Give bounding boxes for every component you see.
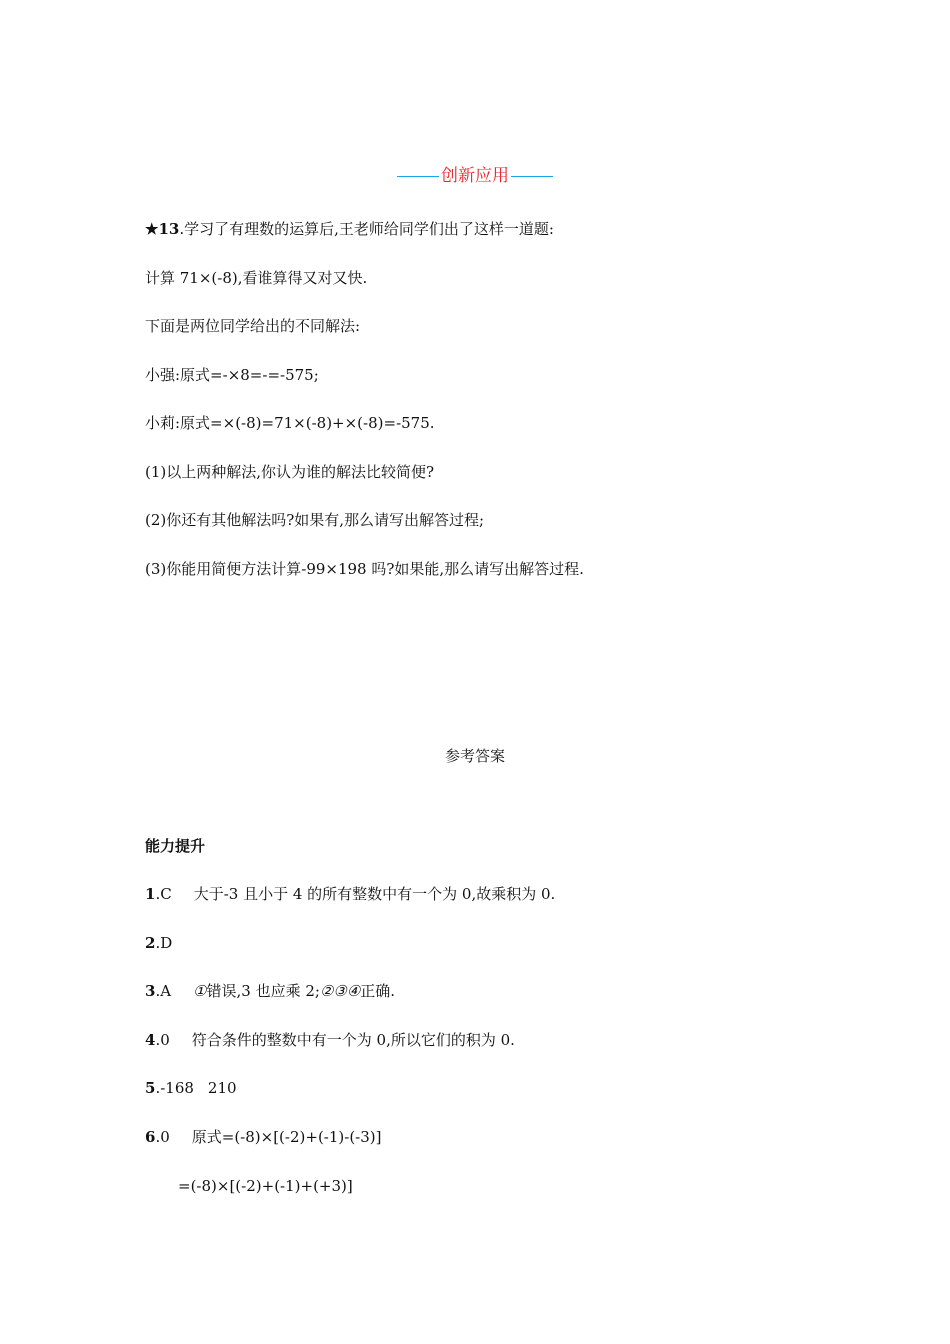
answers-title: 参考答案 [444, 747, 505, 765]
question-1: (1)以上两种解法,你认为谁的解法比较简便? [145, 463, 435, 481]
answer-number: 6 [145, 1128, 156, 1146]
answer-letter: .0 [155, 1128, 170, 1146]
answers-subsection: 能力提升 [145, 837, 206, 855]
answer-text: 正确. [360, 982, 396, 1000]
answer-item [145, 1078, 237, 1098]
section-title-text: 创新应用 [441, 166, 509, 186]
answer-letter: .A [155, 982, 172, 1000]
answer-text: 错误,3 也应乘 2; [206, 982, 320, 1000]
answer-text: 210 [207, 1079, 237, 1097]
question-3: (3)你能用简便方法计算-99×198 吗?如果能,那么请写出解答过程. [145, 560, 584, 578]
answer-item [145, 884, 555, 904]
problem-13-intro [145, 219, 554, 239]
answer-letter: .C [155, 885, 172, 903]
answer-item [145, 933, 172, 953]
circled-number: ① [193, 982, 207, 1000]
problem-task: 计算 71×(-8),看谁算得又对又快. [145, 269, 368, 287]
title-rule-left [397, 176, 439, 177]
problem-intro-text: .学习了有理数的运算后,王老师给同学们出了这样一道题: [179, 220, 554, 238]
answer-item [145, 1030, 515, 1050]
answer-number: 5 [145, 1079, 156, 1097]
answer-number: 1 [145, 885, 156, 903]
answer-continuation: =(-8)×[(-2)+(-1)+(+3)] [178, 1177, 353, 1195]
title-rule-right [511, 176, 553, 177]
question-2: (2)你还有其他解法吗?如果有,那么请写出解答过程; [145, 511, 485, 529]
answer-item [145, 981, 395, 1001]
xiaoqiang-solution: 小强:原式=-×8=-=-575; [145, 366, 319, 384]
answer-number: 3 [145, 982, 156, 1000]
xiaoli-solution: 小莉:原式=×(-8)=71×(-8)+×(-8)=-575. [145, 414, 435, 432]
answer-letter: .-168 [155, 1079, 194, 1097]
problem-lead: 下面是两位同学给出的不同解法: [145, 317, 361, 335]
problem-number: ★13 [145, 220, 180, 238]
answer-number: 2 [145, 934, 156, 952]
answer-text: 符合条件的整数中有一个为 0,所以它们的积为 0. [191, 1031, 515, 1049]
section-title [0, 164, 950, 188]
answer-letter: .0 [155, 1031, 170, 1049]
answer-number: 4 [145, 1031, 156, 1049]
answer-text: 大于-3 且小于 4 的所有整数中有一个为 0,故乘积为 0. [193, 885, 556, 903]
answer-item [145, 1127, 382, 1147]
circled-numbers: ②③④ [319, 982, 361, 1000]
answer-text: 原式=(-8)×[(-2)+(-1)-(-3)] [191, 1128, 382, 1146]
answer-letter: .D [155, 934, 173, 952]
